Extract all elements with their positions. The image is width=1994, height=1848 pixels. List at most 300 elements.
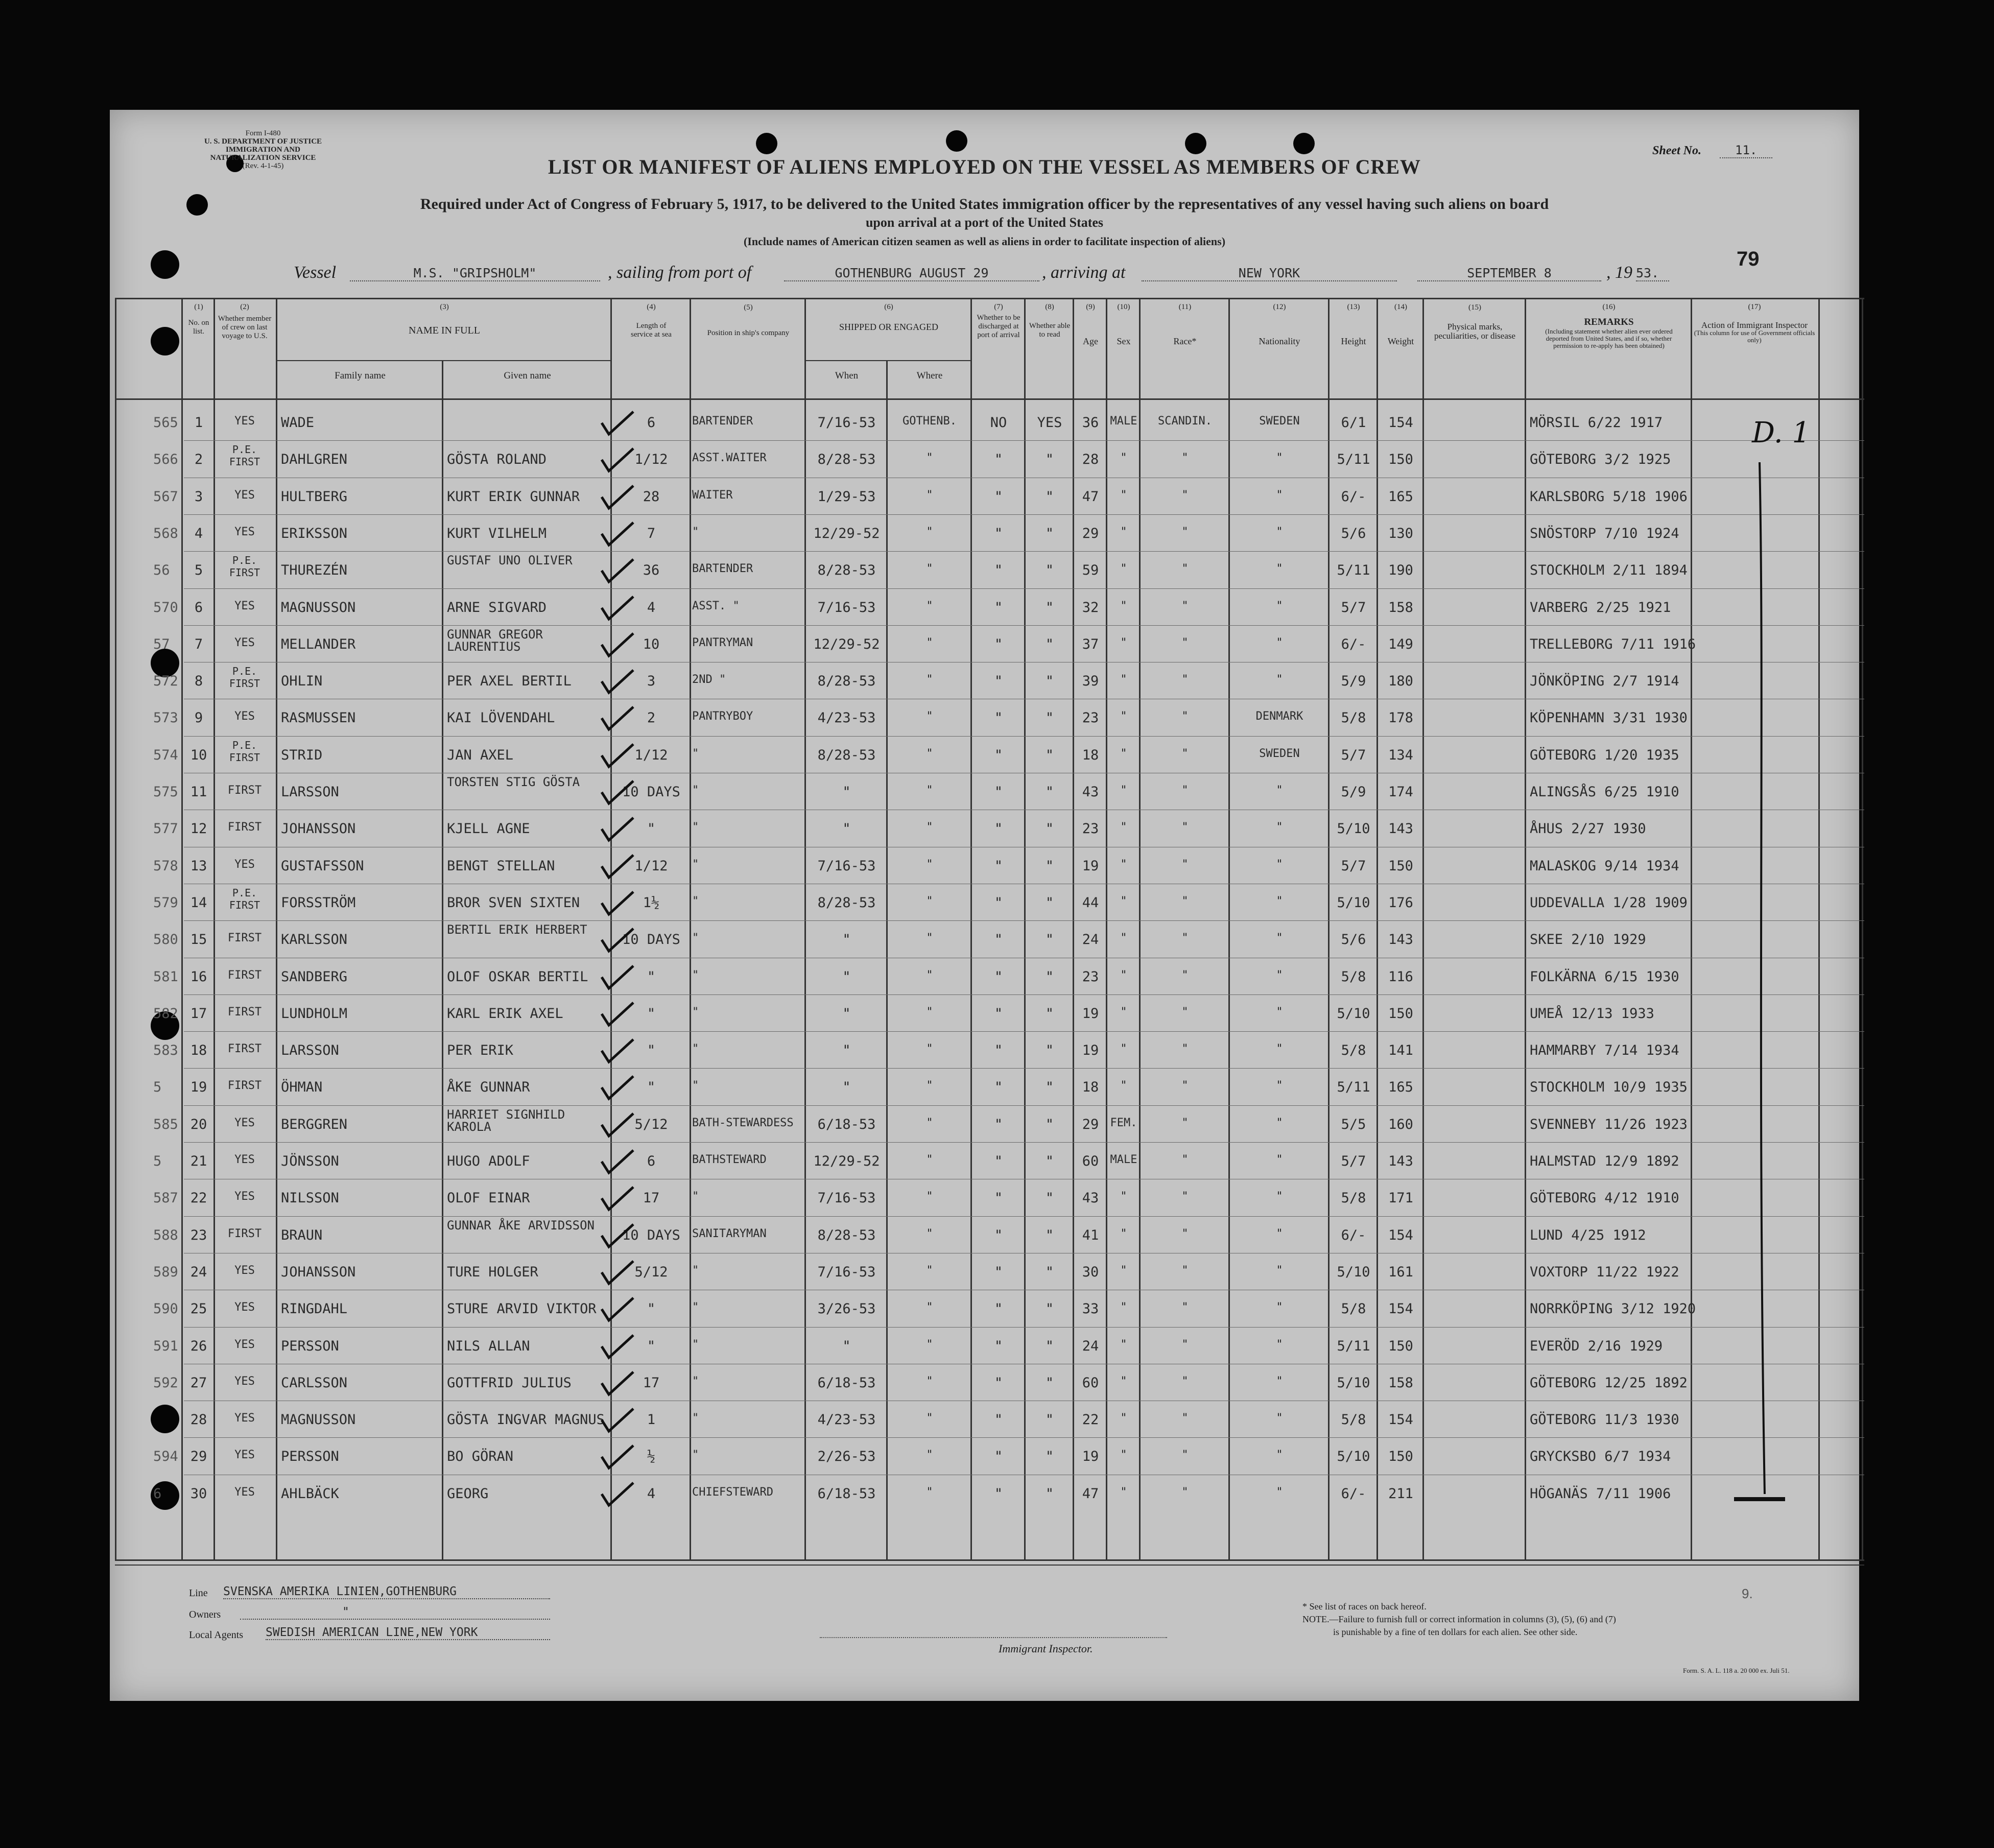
cell-service: 10 DAYS [622, 932, 680, 948]
cell-family: MAGNUSSON [281, 1412, 356, 1428]
cell-height: 6/- [1341, 636, 1366, 652]
cell-age: 23 [1082, 968, 1099, 985]
cell-position: " [692, 1449, 699, 1462]
cell-family: GUSTAFSSON [281, 858, 364, 874]
checkmark-icon [598, 1036, 638, 1067]
cell-when: " [842, 821, 851, 837]
cell-nationality: " [1276, 1338, 1283, 1351]
cell-age: 19 [1082, 1043, 1099, 1059]
cell-no: 28 [190, 1412, 207, 1428]
cell-crew: P.E. FIRST [229, 443, 260, 468]
cell-margin: 589 [153, 1264, 178, 1280]
cell-crew: FIRST [227, 784, 262, 797]
col-header-13 [1331, 303, 1376, 347]
cell-given: KURT ERIK GUNNAR [447, 488, 580, 505]
column-divider [970, 298, 972, 1559]
cell-where: " [926, 636, 933, 649]
cell-remarks: GÖTEBORG 11/3 1930 [1530, 1412, 1679, 1428]
cell-height: 5/5 [1341, 1116, 1366, 1132]
cell-service: " [647, 1079, 656, 1096]
cell-no: 15 [190, 932, 207, 948]
cell-position: " [692, 858, 699, 871]
cell-margin: 579 [153, 894, 178, 911]
cell-age: 36 [1082, 415, 1099, 431]
cell-service: ½ [647, 1449, 656, 1465]
cell-age: 32 [1082, 599, 1099, 615]
cell-no: 19 [190, 1079, 207, 1096]
cell-height: 5/9 [1341, 784, 1366, 800]
cell-when: 7/16-53 [817, 415, 876, 431]
cell-service: 4 [647, 599, 656, 615]
cell-position: " [692, 932, 699, 945]
cell-remarks: SVENNEBY 11/26 1923 [1530, 1116, 1688, 1132]
cell-discharged: " [994, 1190, 1003, 1206]
punch-hole [756, 133, 777, 154]
cell-crew: YES [234, 1153, 255, 1166]
cell-when: 8/28-53 [817, 747, 876, 763]
cell-where: " [926, 710, 933, 723]
cell-service: 6 [647, 1153, 656, 1169]
col-num: (9) [1086, 303, 1095, 311]
cell-margin: 575 [153, 784, 178, 800]
col-num: (13) [1347, 303, 1360, 311]
cell-service: " [647, 1043, 656, 1059]
cell-race: " [1181, 932, 1189, 945]
cell-weight: 154 [1388, 415, 1413, 431]
cell-age: 19 [1082, 1449, 1099, 1465]
cell-when: 3/26-53 [817, 1301, 876, 1317]
cell-no: 17 [190, 1005, 207, 1022]
cell-read: " [1045, 784, 1054, 800]
cell-age: 43 [1082, 784, 1099, 800]
checkmark-icon [598, 1295, 638, 1325]
cell-when: " [842, 1338, 851, 1354]
cell-discharged: " [994, 784, 1003, 800]
col-header-12 [1231, 303, 1328, 347]
cell-no: 14 [190, 894, 207, 911]
checkmark-icon [598, 1147, 638, 1178]
cell-no: 4 [194, 525, 203, 541]
cell-nationality: " [1276, 1005, 1283, 1018]
cell-no: 30 [190, 1485, 207, 1502]
cell-nationality: " [1276, 525, 1283, 538]
cell-margin: 574 [153, 747, 178, 763]
cell-margin: 565 [153, 415, 178, 431]
cell-position: " [692, 894, 699, 908]
col-num: (16) [1602, 303, 1616, 311]
cell-remarks: MÖRSIL 6/22 1917 [1530, 415, 1663, 431]
cell-age: 33 [1082, 1301, 1099, 1317]
cell-service: 17 [643, 1190, 660, 1206]
cell-age: 18 [1082, 747, 1099, 763]
column-divider [1328, 298, 1330, 1559]
sailing-from: GOTHENBURG AUGUST 29 [784, 266, 1039, 281]
cell-discharged: " [994, 1005, 1003, 1022]
cell-margin: 581 [153, 968, 178, 985]
cell-given: GÖSTA ROLAND [447, 452, 547, 468]
cell-service: 4 [647, 1485, 656, 1502]
cell-when: 12/29-52 [813, 525, 880, 541]
cell-no: 7 [194, 636, 203, 652]
cell-discharged: " [994, 894, 1003, 911]
col-header-2 [216, 303, 273, 341]
cell-when: 7/16-53 [817, 599, 876, 615]
cell-height: 5/10 [1337, 1449, 1370, 1465]
cell-race: " [1181, 562, 1189, 576]
col-header-16 [1527, 303, 1691, 349]
cell-height: 5/8 [1341, 1190, 1366, 1206]
cell-position: CHIEFSTEWARD [692, 1485, 773, 1499]
cell-when: 7/16-53 [817, 1264, 876, 1280]
col-num: (7) [994, 303, 1003, 311]
cell-crew: P.E. FIRST [229, 739, 260, 764]
cell-read: " [1045, 821, 1054, 837]
row-divider [184, 551, 1864, 552]
col-header-5 [692, 303, 804, 338]
cell-crew: FIRST [227, 1043, 262, 1056]
cell-where: GOTHENB. [903, 415, 957, 428]
cell-weight: 134 [1388, 747, 1413, 763]
cell-service: 7 [647, 525, 656, 541]
checkmark-icon [598, 409, 638, 439]
cell-family: ERIKSSON [281, 525, 348, 541]
cell-age: 60 [1082, 1153, 1099, 1169]
cell-service: 10 [643, 636, 660, 652]
subtitle-line-2: upon arrival at a port of the United States [865, 215, 1104, 230]
cell-weight: 149 [1388, 636, 1413, 652]
cell-remarks: SKEE 2/10 1929 [1530, 932, 1646, 948]
checkmark-icon [598, 1332, 638, 1363]
col-label: Whether to be discharged at port of arrival [977, 314, 1020, 339]
column-divider [1691, 298, 1692, 1559]
cell-sex: " [1120, 525, 1127, 538]
arriving-label: , arriving at [1042, 263, 1126, 282]
row-divider [184, 736, 1864, 737]
cell-weight: 130 [1388, 525, 1413, 541]
cell-sex: " [1120, 1485, 1127, 1499]
cell-when: 6/18-53 [817, 1116, 876, 1132]
cell-remarks: LUND 4/25 1912 [1530, 1227, 1646, 1243]
cell-read: " [1045, 1412, 1054, 1428]
cell-crew: FIRST [227, 821, 262, 834]
cell-nationality: " [1276, 1301, 1283, 1314]
cell-nationality: " [1276, 894, 1283, 908]
row-divider [184, 1031, 1864, 1032]
cell-position: BATHSTEWARD [692, 1153, 767, 1166]
col-header-given: Given name [504, 370, 551, 381]
cell-remarks: JÖNKÖPING 2/7 1914 [1530, 673, 1679, 690]
cell-crew: P.E. FIRST [229, 665, 260, 690]
cell-where: " [926, 1005, 933, 1018]
cell-margin: 582 [153, 1005, 178, 1022]
cell-when: " [842, 968, 851, 985]
sheet-number: 11. [1720, 143, 1772, 158]
cell-sex: " [1120, 932, 1127, 945]
cell-discharged: " [994, 821, 1003, 837]
cell-race: " [1181, 858, 1189, 871]
punch-hole [151, 1405, 179, 1433]
checkmark-icon [598, 1221, 638, 1252]
col-num: (12) [1273, 303, 1286, 311]
cell-margin: 6 [153, 1485, 162, 1502]
col-header-family: Family name [335, 370, 386, 381]
cell-sex: " [1120, 968, 1127, 982]
checkmark-icon [598, 704, 638, 735]
cell-weight: 158 [1388, 599, 1413, 615]
cell-no: 1 [194, 415, 203, 431]
cell-height: 5/8 [1341, 1301, 1366, 1317]
cell-discharged: " [994, 710, 1003, 726]
col-label: Physical marks, peculiarities, or disease [1434, 322, 1516, 341]
cell-family: OHLIN [281, 673, 323, 690]
subtitle-line-1: Required under Act of Congress of February 5, 1917, to be delivered to the United States immigration officer by the representatives of any vessel having such aliens on board [420, 196, 1549, 212]
cell-race: " [1181, 1264, 1189, 1277]
cell-read: " [1045, 747, 1054, 763]
col-num: (14) [1394, 303, 1407, 311]
checkmark-icon [598, 1369, 638, 1400]
cell-where: " [926, 1153, 933, 1166]
cell-height: 5/11 [1337, 1338, 1370, 1354]
row-divider [184, 514, 1864, 515]
cell-nationality: " [1276, 1190, 1283, 1203]
cell-discharged: " [994, 673, 1003, 690]
cell-family: WADE [281, 415, 315, 431]
cell-margin: 583 [153, 1043, 178, 1059]
col-label: Position in ship's company [707, 329, 790, 337]
cell-read: " [1045, 452, 1054, 468]
cell-family: KARLSSON [281, 932, 348, 948]
cell-nationality: " [1276, 1043, 1283, 1056]
cell-read: " [1045, 488, 1054, 505]
cell-sex: " [1120, 747, 1127, 760]
cell-read: " [1045, 968, 1054, 985]
cell-position: " [692, 1005, 699, 1018]
cell-age: 24 [1082, 1338, 1099, 1354]
cell-remarks: HAMMARBY 7/14 1934 [1530, 1043, 1679, 1059]
vessel-line [294, 263, 336, 282]
col-num: (10) [1117, 303, 1130, 311]
cell-weight: 158 [1388, 1375, 1413, 1391]
cell-family: LARSSON [281, 784, 339, 800]
cell-weight: 150 [1388, 1338, 1413, 1354]
cell-where: " [926, 932, 933, 945]
row-divider [184, 1068, 1864, 1069]
cell-given: BERTIL ERIK HERBERT [447, 922, 587, 937]
col-num: (3) [440, 303, 449, 311]
page-number: 79 [1737, 248, 1760, 270]
cell-where: " [926, 1375, 933, 1388]
cell-service: 1/12 [634, 858, 668, 874]
column-divider [1525, 298, 1526, 1559]
cell-remarks: UMEÅ 12/13 1933 [1530, 1005, 1654, 1022]
cell-nationality: " [1276, 968, 1283, 982]
cell-no: 13 [190, 858, 207, 874]
cell-no: 29 [190, 1449, 207, 1465]
cell-discharged: " [994, 1043, 1003, 1059]
cell-race: " [1181, 1412, 1189, 1425]
cell-crew: FIRST [227, 932, 262, 945]
cell-height: 6/- [1341, 1485, 1366, 1502]
column-divider [213, 298, 215, 1559]
cell-nationality: SWEDEN [1259, 415, 1300, 428]
service: IMMIGRATION AND NATURALIZATION SERVICE [210, 146, 316, 162]
cell-nationality: " [1276, 1449, 1283, 1462]
cell-sex: " [1120, 1449, 1127, 1462]
cell-where: " [926, 1079, 933, 1093]
column-divider [1376, 298, 1378, 1559]
cell-given: ARNE SIGVARD [447, 599, 547, 615]
cell-given: PER AXEL BERTIL [447, 673, 572, 690]
cell-no: 24 [190, 1264, 207, 1280]
cell-crew: YES [234, 1190, 255, 1203]
cell-height: 5/8 [1341, 968, 1366, 985]
cell-discharged: " [994, 1485, 1003, 1502]
owners-label: Owners [189, 1609, 221, 1620]
cell-when: 12/29-52 [813, 1153, 880, 1169]
cell-position: ASST.WAITER [692, 452, 767, 465]
cell-when: " [842, 784, 851, 800]
checkmark-icon [598, 1184, 638, 1215]
cell-race: " [1181, 1043, 1189, 1056]
cell-sex: " [1120, 710, 1127, 723]
row-divider [184, 1105, 1864, 1106]
cell-discharged: " [994, 1338, 1003, 1354]
cell-family: FORSSTRÖM [281, 894, 356, 911]
cell-service: " [647, 968, 656, 985]
table-bottom-border-2 [115, 1565, 1864, 1566]
cell-where: " [926, 1449, 933, 1462]
cell-sex: " [1120, 1375, 1127, 1388]
cell-crew: YES [234, 1485, 255, 1499]
cell-when: 2/26-53 [817, 1449, 876, 1465]
cell-weight: 150 [1388, 1005, 1413, 1022]
cell-when: " [842, 1079, 851, 1096]
cell-no: 2 [194, 452, 203, 468]
cell-no: 3 [194, 488, 203, 505]
cell-race: " [1181, 1227, 1189, 1240]
checkmark-icon [598, 630, 638, 661]
checkmark-icon [598, 778, 638, 809]
cell-remarks: SNÖSTORP 7/10 1924 [1530, 525, 1679, 541]
cell-margin: 567 [153, 488, 178, 505]
col-label: Nationality [1259, 336, 1300, 346]
cell-sex: MALE [1110, 1153, 1137, 1166]
cell-where: " [926, 1116, 933, 1129]
cell-crew: YES [234, 858, 255, 871]
cell-crew: YES [234, 1264, 255, 1277]
cell-family: BRAUN [281, 1227, 323, 1243]
cell-age: 41 [1082, 1227, 1099, 1243]
cell-remarks: GÖTEBORG 1/20 1935 [1530, 747, 1679, 763]
row-divider [184, 1216, 1864, 1217]
cell-service: 1½ [643, 894, 660, 911]
cell-read: " [1045, 525, 1054, 541]
cell-height: 5/10 [1337, 1375, 1370, 1391]
checkmark-icon [598, 594, 638, 624]
cell-height: 5/11 [1337, 452, 1370, 468]
column-divider [1228, 298, 1230, 1559]
cell-crew: FIRST [227, 968, 262, 982]
column-divider [804, 298, 806, 1559]
cell-weight: 150 [1388, 1449, 1413, 1465]
col-sublabel: (This column for use of Government officials only) [1694, 329, 1815, 344]
row-divider [184, 1327, 1864, 1328]
cell-service: 1/12 [634, 452, 668, 468]
cell-service: 6 [647, 415, 656, 431]
cell-family: DAHLGREN [281, 452, 348, 468]
cell-read: YES [1037, 415, 1062, 431]
cell-given: KJELL AGNE [447, 821, 530, 837]
cell-margin: 590 [153, 1301, 178, 1317]
column-divider [1073, 298, 1074, 1559]
cell-position: " [692, 1338, 699, 1351]
col-header-8 [1027, 303, 1073, 339]
cell-where: " [926, 599, 933, 612]
cell-margin: 568 [153, 525, 178, 541]
cell-height: 5/7 [1341, 858, 1366, 874]
cell-where: " [926, 1043, 933, 1056]
col-label: Whether able to read [1029, 322, 1071, 339]
column-divider [1862, 298, 1863, 1559]
cell-sex: FEM. [1110, 1116, 1137, 1129]
cell-race: " [1181, 636, 1189, 649]
cell-discharged: " [994, 1375, 1003, 1391]
cell-read: " [1045, 636, 1054, 652]
cell-race: " [1181, 747, 1189, 760]
cell-height: 5/9 [1341, 673, 1366, 690]
cell-read: " [1045, 599, 1054, 615]
row-divider [184, 920, 1864, 921]
vessel-name: M.S. "GRIPSHOLM" [350, 266, 600, 281]
cell-height: 5/8 [1341, 710, 1366, 726]
cell-sex: MALE [1110, 415, 1137, 428]
cell-sex: " [1120, 894, 1127, 908]
cell-crew: FIRST [227, 1227, 262, 1240]
cell-read: " [1045, 1375, 1054, 1391]
cell-remarks: FOLKÄRNA 6/15 1930 [1530, 968, 1679, 985]
column-divider [886, 360, 888, 1559]
cell-race: " [1181, 673, 1189, 686]
cell-weight: 165 [1388, 1079, 1413, 1096]
cell-margin: 566 [153, 452, 178, 468]
cell-crew: YES [234, 525, 255, 538]
cell-given: GEORG [447, 1485, 489, 1502]
column-divider [276, 298, 277, 1559]
cell-age: 22 [1082, 1412, 1099, 1428]
inspector-mark: D. 1 [1752, 416, 1811, 449]
cell-age: 23 [1082, 710, 1099, 726]
cell-family: RASMUSSEN [281, 710, 356, 726]
cell-height: 6/- [1341, 1227, 1366, 1243]
cell-family: SANDBERG [281, 968, 348, 985]
col-label: No. on list. [188, 319, 209, 336]
cell-height: 5/8 [1341, 1043, 1366, 1059]
cell-weight: 161 [1388, 1264, 1413, 1280]
cell-no: 25 [190, 1301, 207, 1317]
cell-discharged: " [994, 488, 1003, 505]
cell-height: 5/10 [1337, 821, 1370, 837]
cell-nationality: " [1276, 673, 1283, 686]
cell-where: " [926, 821, 933, 834]
cell-position: " [692, 525, 699, 538]
checkmark-icon [598, 815, 638, 845]
cell-age: 29 [1082, 1116, 1099, 1132]
cell-family: STRID [281, 747, 323, 763]
cell-discharged: " [994, 968, 1003, 985]
cell-family: THUREZÉN [281, 562, 348, 579]
cell-where: " [926, 488, 933, 502]
cell-sex: " [1120, 858, 1127, 871]
